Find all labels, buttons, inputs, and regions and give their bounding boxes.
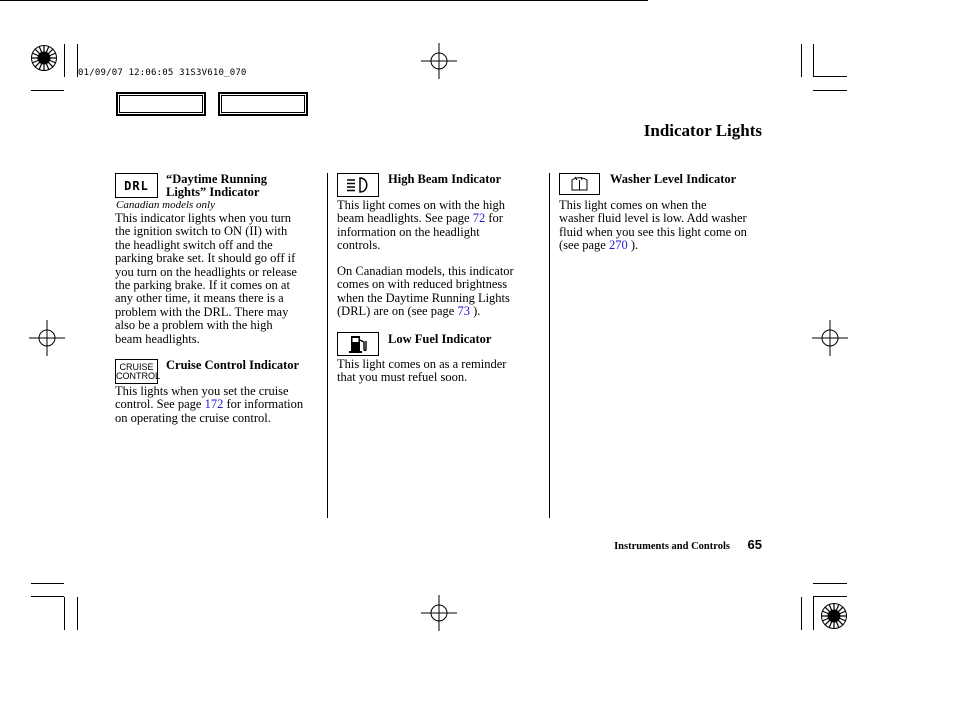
washer-level-description: This light comes on when the washer fluid level is low. Add washer fluid when you see this light come on (see page 270 ).	[559, 198, 747, 253]
registration-crosshair-icon	[812, 320, 848, 356]
column-divider	[549, 173, 550, 518]
starburst-mark-icon	[30, 44, 58, 72]
registration-crosshair-icon	[421, 595, 457, 631]
high-beam-icon	[337, 173, 379, 197]
starburst-mark-icon	[820, 602, 848, 630]
high-beam-description: This light comes on with the high beam headlights. See page 72 for information on the headlight controls.	[337, 198, 506, 253]
page-link-72[interactable]: 72	[472, 211, 486, 226]
nav-tab-previous[interactable]	[116, 92, 206, 116]
low-fuel-heading: Low Fuel Indicator	[388, 332, 492, 346]
washer-fluid-icon	[559, 173, 600, 195]
page-title: Indicator Lights	[643, 121, 762, 140]
page-link-270[interactable]: 270	[608, 238, 628, 253]
page-link-73[interactable]: 73	[457, 304, 470, 319]
footer-section-name: Instruments and Controls	[614, 541, 730, 552]
cruise-control-description: This lights when you set the cruise control. See page 172 for information on operating the cruise control.	[115, 384, 304, 425]
drl-note: Canadian models only	[116, 199, 215, 211]
high-beam-canadian-note: On Canadian models, this indicator comes on with reduced brightness when the Daytime Running Lights (DRL) are on (see page 73 ).	[337, 264, 514, 319]
registration-crosshair-icon	[29, 320, 65, 356]
washer-level-heading: Washer Level Indicator	[610, 172, 737, 186]
low-fuel-description: This light comes on as a reminder that you must refuel soon.	[337, 357, 507, 385]
title-rule	[0, 0, 648, 1]
drl-indicator-icon: DRL	[115, 173, 158, 198]
print-slug: 01/09/07 12:06:05 31S3V610_070	[78, 68, 247, 78]
fuel-pump-icon	[337, 332, 379, 356]
nav-tab-next[interactable]	[218, 92, 308, 116]
high-beam-heading: High Beam Indicator	[388, 172, 502, 186]
column-divider	[327, 173, 328, 518]
drl-description: This indicator lights when you turn the ignition switch to ON (II) with the headlight switch off and the parking brake set. It should go off if you turn on the headlights or release the parking brake. If it comes on at any other time, it means there is a problem with the DRL. There may also be a problem with the high beam headlights.	[115, 211, 297, 346]
cruise-control-heading: Cruise Control Indicator	[166, 358, 300, 372]
cruise-control-indicator-icon: CRUISE CONTROL	[115, 359, 158, 384]
page-link-172[interactable]: 172	[204, 397, 224, 412]
drl-heading: “Daytime Running Lights” Indicator	[166, 172, 268, 199]
page-number: 65	[747, 537, 762, 552]
registration-crosshair-icon	[421, 43, 457, 79]
